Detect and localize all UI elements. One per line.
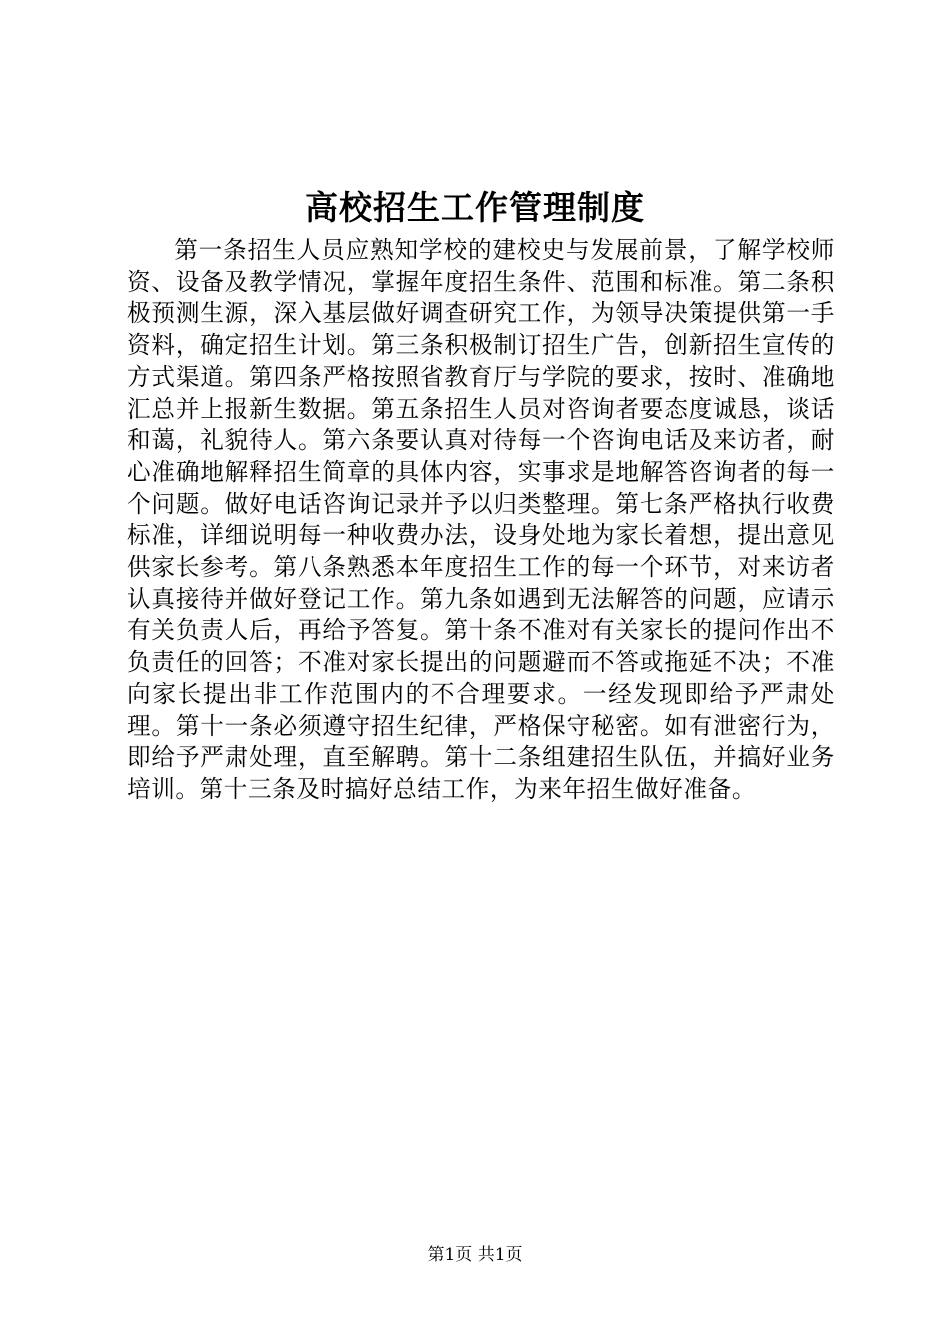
document-body: 第一条招生人员应熟知学校的建校史与发展前景，了解学校师资、设备及教学情况，掌握年度招生条件、范围和标准。第二条积极预测生源，深入基层做好调查研究工作，为领导决策提供第一手资料，确定招生计划。第三条积极制订招生广告，创新招生宣传的方式渠道。第四条严格按照省教育厅与学院的要求，按时、准确地汇总并上报新生数据。第五条招生人员对咨询者要态度诚恳，谈话和蔼，礼貌待人。第六条要认真对待每一个咨询电话及来访者，耐心准确地解释招生简章的具体内容，实事求是地解答咨询者的每一个问题。做好电话咨询记录并予以归类整理。第七条严格执行收费标准，详细说明每一种收费办法，设身处地为家长着想，提出意见供家长参考。第八条熟悉本年度招生工作的每一个环节，对来访者认真接待并做好登记工作。第九条如遇到无法解答的问题，应请示有关负责人后，再给予答复。第十条不准对有关家长的提问作出不负责任的回答；不准对家长提出的问题避而不答或拖延不决；不准向家长提出非工作范围内的不合理要求。一经发现即给予严肃处理。第十一条必须遵守招生纪律，严格保守秘密。如有泄密行为，即给予严肃处理，直至解聘。第十二条组建招生队伍，并搞好业务培训。第十三条及时搞好总结工作，为来年招生做好准备。 xyxy=(127,236,835,803)
document-title: 高校招生工作管理制度 xyxy=(305,188,645,227)
page-footer: 第1页 共1页 xyxy=(427,1245,523,1265)
